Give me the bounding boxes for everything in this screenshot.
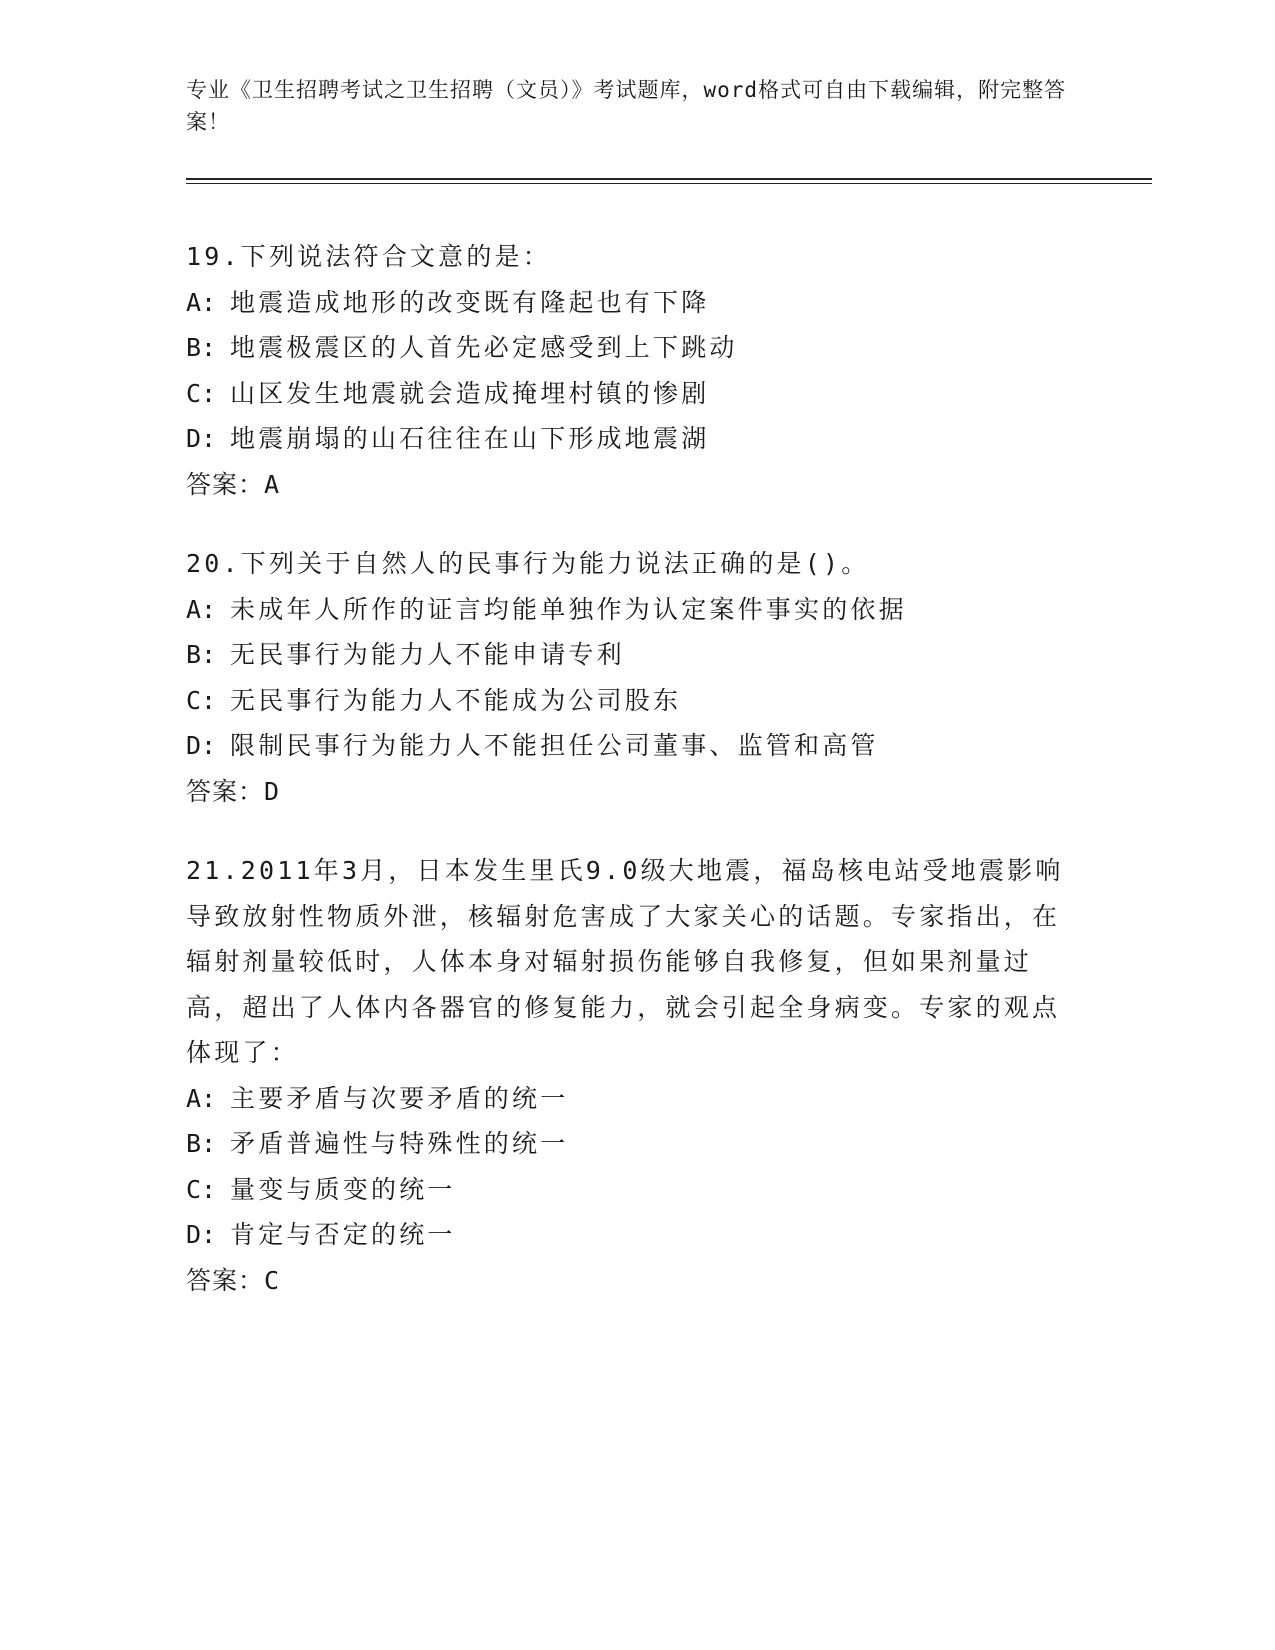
answer-label: 答案： <box>186 776 265 806</box>
header-divider-thin <box>186 183 1152 184</box>
option-label: A: <box>186 1083 217 1113</box>
option-text: 地震造成地形的改变既有隆起也有下降 <box>230 287 710 317</box>
answer-value: A <box>264 469 281 499</box>
option-text: 肯定与否定的统一 <box>230 1220 456 1249</box>
answer-line <box>186 462 1086 508</box>
option-label: A: <box>186 287 217 317</box>
option-text: 未成年人所作的证言均能单独作为认定案件事实的依据 <box>230 594 907 624</box>
answer-label: 答案： <box>186 469 265 499</box>
option-a <box>186 587 1086 633</box>
answer-value: D <box>264 776 281 806</box>
option-text: 无民事行为能力人不能成为公司股东 <box>230 685 682 715</box>
option-label: C: <box>186 685 217 715</box>
option-text: 山区发生地震就会造成掩埋村镇的惨剧 <box>230 378 710 408</box>
answer-label: 答案： <box>186 1265 265 1295</box>
answer-line <box>186 769 1086 815</box>
option-label: A: <box>186 594 217 624</box>
answer-value: C <box>264 1265 281 1295</box>
option-text: 主要矛盾与次要矛盾的统一 <box>230 1083 569 1113</box>
question-stem: 21.2011年3月，日本发生里氏9.0级大地震，福岛核电站受地震影响导致放射性物质外泄，核辐射危害成了大家关心的话题。专家指出，在辐射剂量较低时，人体本身对辐射损伤能够自我修复，但如果剂量过高，超出了人体内各器官的修复能力，就会引起全身病变。专家的观点体现了： <box>186 856 1064 1067</box>
option-d <box>186 416 1086 462</box>
option-text: 量变与质变的统一 <box>230 1174 456 1204</box>
option-label: D: <box>186 731 217 760</box>
option-label: C: <box>186 378 217 408</box>
option-text: 矛盾普遍性与特殊性的统一 <box>230 1129 569 1158</box>
header-divider-thick <box>186 178 1152 180</box>
option-a <box>186 1076 1086 1122</box>
question-stem: 19.下列说法符合文意的是： <box>186 242 551 271</box>
option-a <box>186 280 1086 326</box>
document-header: 专业《卫生招聘考试之卫生招聘（文员）》考试题库，word格式可自由下载编辑，附完整答案！ <box>186 78 1067 134</box>
option-label: B: <box>186 1129 217 1158</box>
option-text: 无民事行为能力人不能申请专利 <box>230 640 625 669</box>
option-c <box>186 678 1086 724</box>
option-text: 限制民事行为能力人不能担任公司董事、监管和高管 <box>230 731 879 760</box>
option-d <box>186 1212 1086 1258</box>
option-d <box>186 723 1086 769</box>
option-b <box>186 632 1086 678</box>
option-c <box>186 371 1086 417</box>
option-label: D: <box>186 424 217 453</box>
option-c <box>186 1167 1086 1213</box>
option-b <box>186 1121 1086 1167</box>
question-20 <box>186 541 1086 814</box>
option-label: C: <box>186 1174 217 1204</box>
option-text: 地震极震区的人首先必定感受到上下跳动 <box>230 333 738 362</box>
question-stem: 20.下列关于自然人的民事行为能力说法正确的是()。 <box>186 549 870 578</box>
option-b <box>186 325 1086 371</box>
option-label: D: <box>186 1220 217 1249</box>
option-label: B: <box>186 640 217 669</box>
question-list <box>186 234 1086 1337</box>
question-21 <box>186 848 1086 1303</box>
question-19 <box>186 234 1086 507</box>
answer-line <box>186 1258 1086 1304</box>
option-label: B: <box>186 333 217 362</box>
option-text: 地震崩塌的山石往往在山下形成地震湖 <box>230 424 710 453</box>
